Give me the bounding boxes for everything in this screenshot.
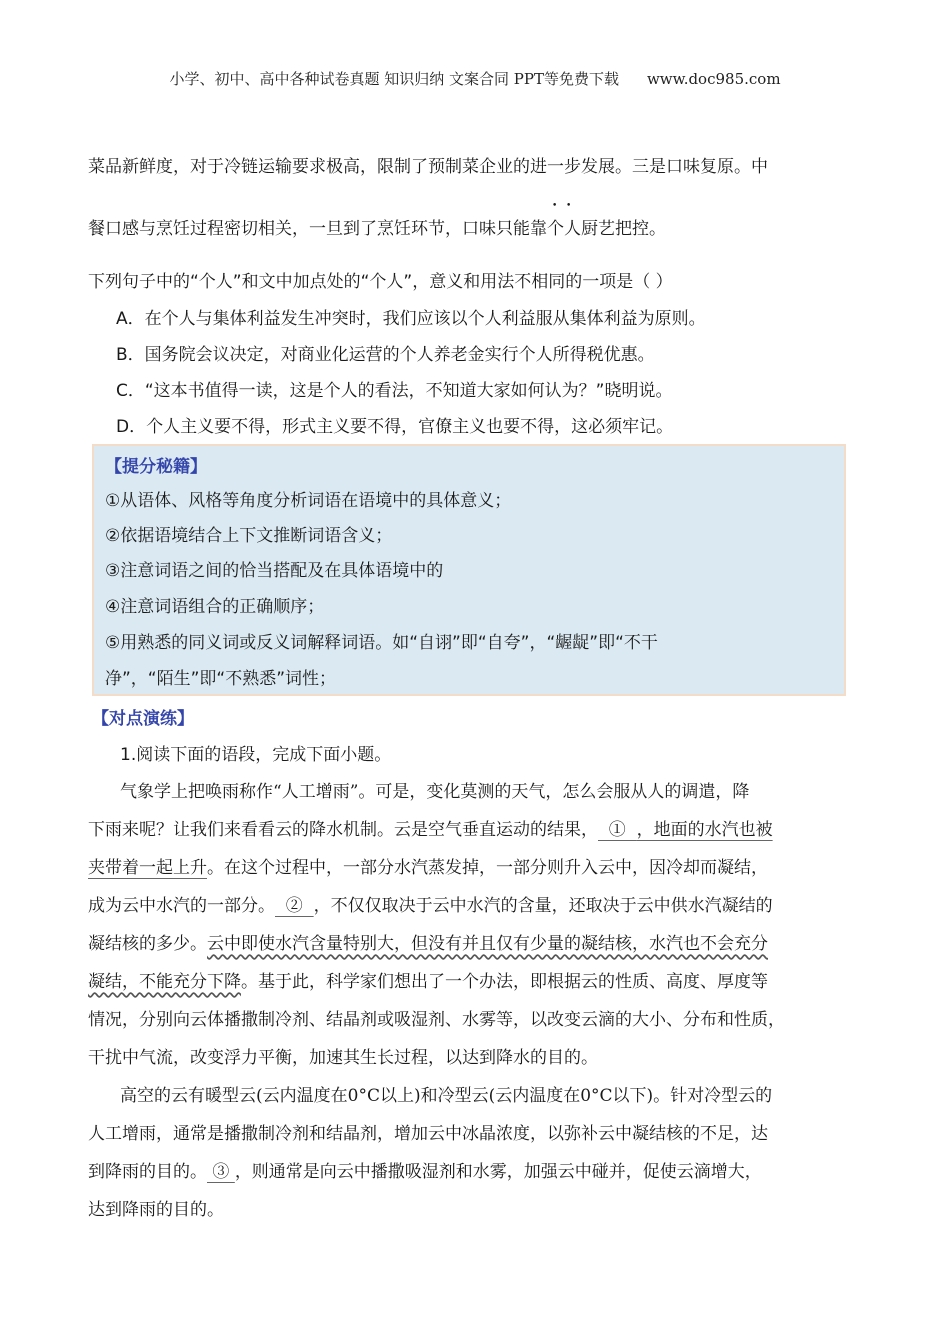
practice-intro: 1.阅读下面的语段，完成下面小题。 — [120, 745, 392, 765]
underlined-text: ，地面的水汽也被 — [636, 820, 773, 840]
passage-line-1: 菜品新鲜度，对于冷链运输要求极高，限制了预制菜企业的进一步发展。三是口味复原。中 — [88, 157, 768, 177]
para-text: 。基于此，科学家们想出了一个办法，即根据云的性质、高度、厚度等 — [241, 972, 768, 992]
tip-line: ②依据语境结合上下文推断词语含义； — [105, 526, 393, 546]
para-line: 达到降雨的目的。 — [88, 1200, 224, 1220]
question-stem: 下列句子中的“个人”和文中加点处的“个人”，意义和用法不相同的一项是（ ） — [88, 272, 673, 292]
para-text: 成为云中水汽的一部分。 — [88, 896, 275, 916]
para-text: 下雨来呢？让我们来看看云的降水机制。云是空气垂直运动的结果， — [88, 820, 598, 840]
para-text: ，不仅仅取决于云中水汽的含量，还取决于云中供水汽凝结的 — [313, 896, 773, 916]
option-c: C．“这本书值得一读，这是个人的看法，不知道大家如何认为？”晓明说。 — [116, 381, 673, 401]
para-text: 凝结核的多少。 — [88, 934, 207, 954]
tips-title: 【提分秘籍】 — [105, 457, 207, 477]
para-line — [88, 815, 773, 840]
para-line — [88, 853, 768, 878]
tip-line: 净”，“陌生”即“不熟悉”词性； — [105, 669, 337, 689]
tips-box — [92, 444, 846, 696]
para-text: ，则通常是向云中播撒吸湿剂和水雾，加强云中碰并，促使云滴增大， — [234, 1162, 762, 1182]
tip-line: ③注意词语之间的恰当搭配及在具体语境中的 — [105, 561, 444, 581]
para-line: 情况，分别向云体播撒制冷剂、结晶剂或吸湿剂、水雾等，以改变云滴的大小、分布和性质， — [88, 1010, 785, 1030]
para-line: 高空的云有暖型云(云内温度在0°C以上)和冷型云(云内温度在0°C以下)。针对冷型云的 — [120, 1086, 773, 1106]
header-site: www.doc985.com — [646, 70, 781, 88]
blank-3: ③ — [207, 1162, 235, 1182]
tip-line: ①从语体、风格等角度分析词语在语境中的具体意义； — [105, 491, 512, 511]
passage-text: 厨艺把控。 — [581, 219, 666, 239]
underlined-text: 夹带着一起上升 — [88, 858, 207, 878]
option-a: A．在个人与集体利益发生冲突时，我们应该以个人利益服从集体利益为原则。 — [116, 309, 706, 329]
wavy-underlined-text: 云中即使水汽含量特别大，但没有并且仅有少量的凝结核，水汽也不会充分 — [207, 934, 768, 954]
practice-title: 【对点演练】 — [92, 709, 194, 729]
para-line: 气象学上把唤雨称作“人工增雨”。可是，变化莫测的天气，怎么会服从人的调遣，降 — [120, 782, 750, 802]
para-line: 人工增雨，通常是播撒制冷剂和结晶剂，增加云中冰晶浓度，以弥补云中凝结核的不足，达 — [88, 1124, 768, 1144]
para-line — [88, 1157, 762, 1182]
passage-text: 餐口感与烹饪过程密切相关，一旦到了烹饪环节，口味只能靠 — [88, 219, 547, 239]
page-header — [0, 68, 950, 89]
option-b: B．国务院会议决定，对商业化运营的个人养老金实行个人所得税优惠。 — [116, 345, 655, 365]
wavy-underlined-text: 凝结，不能充分下降 — [88, 972, 241, 992]
blank-1: ① — [598, 820, 637, 840]
option-d: D．个人主义要不得，形式主义要不得，官僚主义也要不得，这必须牢记。 — [116, 417, 674, 437]
para-line: 干扰中气流，改变浮力平衡，加速其生长过程，以达到降水的目的。 — [88, 1048, 598, 1068]
tip-line: ④注意词语组合的正确顺序； — [105, 597, 325, 617]
header-text: 小学、初中、高中各种试卷真题 知识归纳 文案合同 PPT等免费下载 — [169, 70, 619, 88]
passage-line-2 — [88, 214, 863, 239]
blank-2: ② — [275, 896, 314, 916]
para-line — [88, 929, 768, 954]
para-text: 。在这个过程中，一部分水汽蒸发掉，一部分则升入云中，因冷却而凝结， — [207, 858, 768, 878]
para-line — [88, 891, 773, 916]
tip-line: ⑤用熟悉的同义词或反义词解释词语。如“自诩”即“自夸”，“龌龊”即“不干 — [105, 633, 658, 653]
para-text: 到降雨的目的。 — [88, 1162, 207, 1182]
para-line — [88, 967, 768, 992]
dotted-word: • • 个人 — [547, 214, 581, 239]
